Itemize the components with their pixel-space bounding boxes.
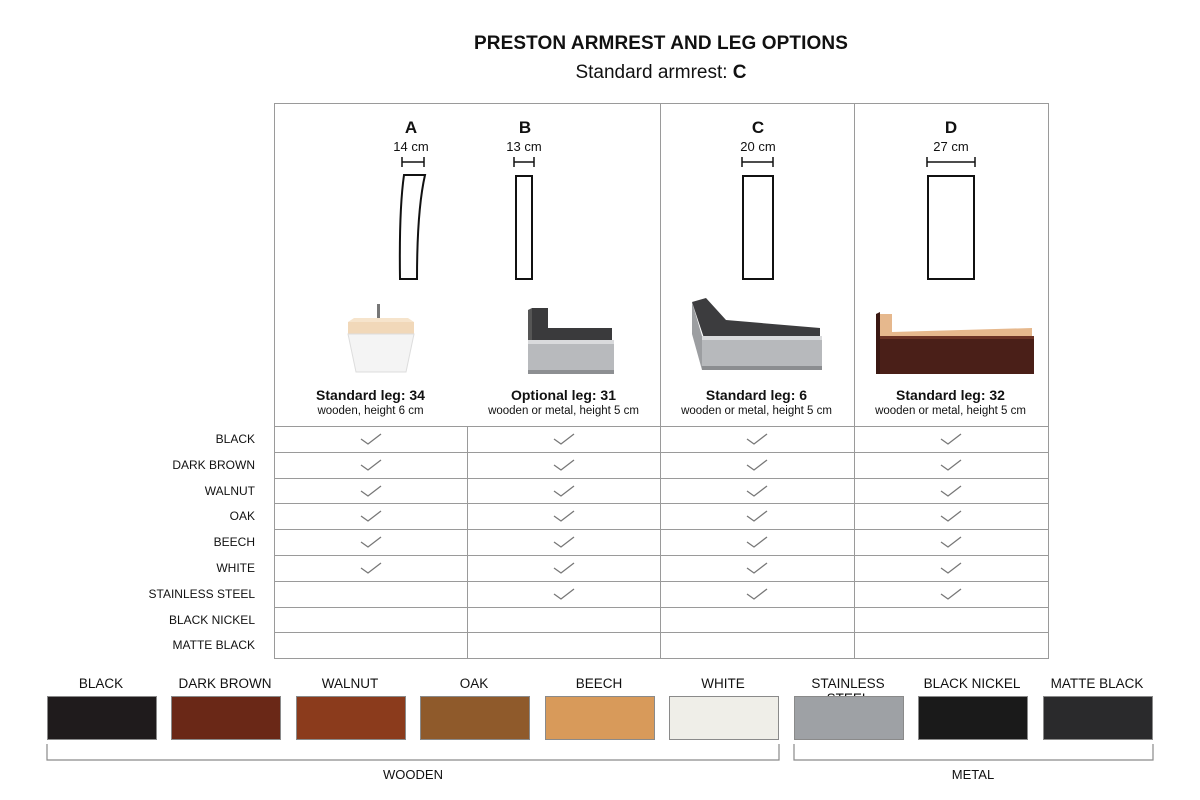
grid-row-line xyxy=(274,452,1049,453)
finish-swatch xyxy=(1043,696,1153,740)
finish-row-label: DARK BROWN xyxy=(172,458,255,472)
option-a-leg-desc: wooden, height 6 cm xyxy=(317,405,424,417)
swatch-label: BEECH xyxy=(575,676,623,691)
checkmark-icon xyxy=(939,561,963,575)
checkmark-icon xyxy=(359,561,383,575)
swatch-label: DARK BROWN xyxy=(178,676,272,691)
table-divider-cd xyxy=(854,103,855,658)
table-divider-bc xyxy=(660,103,661,658)
option-b-leg-desc: wooden or metal, height 5 cm xyxy=(488,405,639,417)
armrest-d-profile xyxy=(915,150,985,285)
grid-row-line xyxy=(274,555,1049,556)
finish-row-label: STAINLESS STEEL xyxy=(148,587,255,601)
checkmark-icon xyxy=(359,484,383,498)
grid-row-line xyxy=(274,632,1049,633)
swatch-label: STAINLESS xyxy=(811,676,885,691)
finish-swatch xyxy=(545,696,655,740)
checkmark-icon xyxy=(939,509,963,523)
finish-swatch xyxy=(296,696,406,740)
checkmark-icon xyxy=(552,561,576,575)
checkmark-icon xyxy=(745,535,769,549)
leg-34-image xyxy=(338,300,424,382)
armrest-c-profile xyxy=(730,150,790,285)
checkmark-icon xyxy=(939,432,963,446)
grid-row-line xyxy=(274,529,1049,530)
page-title: PRESTON ARMREST AND LEG OPTIONS xyxy=(474,33,848,54)
leg-31-image xyxy=(520,300,620,380)
subtitle-prefix: Standard armrest: xyxy=(575,62,733,83)
finish-row-label: WALNUT xyxy=(204,484,255,498)
option-d-leg-desc: wooden or metal, height 5 cm xyxy=(875,405,1026,417)
finish-row-label: BEECH xyxy=(213,535,255,549)
swatch-label: WALNUT xyxy=(321,676,379,691)
grid-row-line xyxy=(274,503,1049,504)
grid-bottom-line xyxy=(274,658,1049,659)
checkmark-icon xyxy=(552,587,576,601)
option-c-width: 20 cm xyxy=(740,139,776,154)
option-c-leg-desc: wooden or metal, height 5 cm xyxy=(681,405,832,417)
checkmark-icon xyxy=(939,484,963,498)
metal-group-label: METAL xyxy=(951,767,995,782)
checkmark-icon xyxy=(745,432,769,446)
option-d-width: 27 cm xyxy=(933,139,969,154)
group-brackets xyxy=(46,744,1156,764)
checkmark-icon xyxy=(359,509,383,523)
checkmark-icon xyxy=(359,432,383,446)
finish-swatch xyxy=(669,696,779,740)
page-subtitle xyxy=(0,62,1200,84)
checkmark-icon xyxy=(359,535,383,549)
checkmark-icon xyxy=(552,458,576,472)
finish-swatch xyxy=(794,696,904,740)
finish-swatch xyxy=(171,696,281,740)
table-top-border xyxy=(274,103,1049,104)
checkmark-icon xyxy=(745,484,769,498)
checkmark-icon xyxy=(745,509,769,523)
checkmark-icon xyxy=(552,509,576,523)
finish-row-label: BLACK xyxy=(215,432,255,446)
checkmark-icon xyxy=(552,484,576,498)
option-a-width: 14 cm xyxy=(393,139,429,154)
option-c-letter: C xyxy=(751,118,765,137)
swatch-label: OAK xyxy=(459,676,489,691)
subtitle-value: C xyxy=(732,62,747,83)
swatch-label: BLACK xyxy=(78,676,124,691)
grid-row-line xyxy=(274,607,1049,608)
finish-row-label: BLACK NICKEL xyxy=(168,613,255,627)
finish-row-label: MATTE BLACK xyxy=(172,638,255,652)
finish-row-label: OAK xyxy=(229,509,255,523)
option-b-letter: B xyxy=(518,118,532,137)
grid-row-line xyxy=(274,478,1049,479)
option-d-letter: D xyxy=(944,118,958,137)
grid-row-line xyxy=(274,581,1049,582)
wooden-group-label: WOODEN xyxy=(383,767,443,782)
swatch-label: WHITE xyxy=(701,676,745,691)
finish-swatch xyxy=(420,696,530,740)
checkmark-icon xyxy=(552,432,576,446)
checkmark-icon xyxy=(939,535,963,549)
option-b-leg-label: Optional leg: 31 xyxy=(510,387,616,403)
checkmark-icon xyxy=(939,587,963,601)
checkmark-icon xyxy=(745,458,769,472)
option-d-leg-label: Standard leg: 32 xyxy=(896,387,1005,403)
leg-32-image xyxy=(870,308,1040,380)
swatch-label: BLACK NICKEL xyxy=(923,676,1021,691)
checkmark-icon xyxy=(745,561,769,575)
option-c-leg-label: Standard leg: 6 xyxy=(705,387,808,403)
option-b-width: 13 cm xyxy=(506,139,542,154)
leg-6-image xyxy=(686,294,828,376)
table-left-border xyxy=(274,103,275,658)
grid-row-line xyxy=(274,426,1049,427)
finish-row-label: WHITE xyxy=(216,561,255,575)
checkmark-icon xyxy=(359,458,383,472)
table-right-border xyxy=(1048,103,1049,658)
checkmark-icon xyxy=(552,535,576,549)
finish-swatch xyxy=(918,696,1028,740)
option-a-letter: A xyxy=(404,118,418,137)
table-divider-ab xyxy=(467,426,468,658)
checkmark-icon xyxy=(939,458,963,472)
option-a-leg-label: Standard leg: 34 xyxy=(316,387,425,403)
checkmark-icon xyxy=(745,587,769,601)
armrest-b-profile xyxy=(500,150,550,285)
armrest-a-profile xyxy=(390,150,440,285)
finish-swatch xyxy=(47,696,157,740)
swatch-label: MATTE BLACK xyxy=(1050,676,1144,691)
